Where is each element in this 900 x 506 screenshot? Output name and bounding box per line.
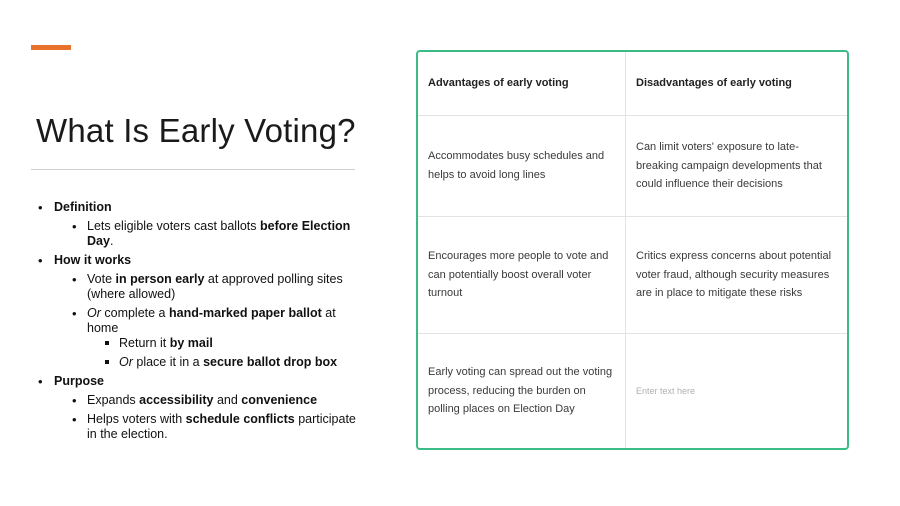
table-cell-empty[interactable]	[626, 334, 848, 448]
table-row	[418, 216, 847, 333]
bullet-item: • Expands accessibility and convenience	[72, 393, 356, 408]
bullet-head: • Purpose	[54, 374, 105, 388]
sub-bullet-item: Or place it in a secure ballot drop box	[103, 355, 356, 370]
table-cell[interactable]: Encourages more people to vote and can potentially boost overall voter turnout	[418, 216, 626, 333]
bullet-item: • Lets eligible voters cast ballots before Election Day.	[72, 219, 356, 249]
bullet-how-it-works	[36, 253, 356, 370]
bullet-item: • Or complete a hand-marked paper ballot at home Return it by mail Or place it in a secure ballot drop box	[72, 306, 356, 370]
comparison-table	[416, 50, 849, 450]
cell-placeholder-text: Enter text here	[636, 385, 696, 396]
bullet-list	[36, 200, 356, 446]
bullet-definition	[36, 200, 356, 249]
table-row	[418, 116, 847, 216]
table-header-row	[418, 52, 847, 116]
table-header-advantages: Advantages of early voting	[418, 52, 626, 116]
table-cell[interactable]: Early voting can spread out the voting process, reducing the burden on polling places on Election Day	[418, 334, 626, 448]
bullet-head: • How it works	[54, 253, 132, 267]
table-cell[interactable]: Can limit voters' exposure to late-breaking campaign developments that could influence their decisions	[626, 116, 848, 216]
slide-title: What Is Early Voting?	[36, 112, 356, 149]
bullet-purpose	[36, 374, 356, 442]
accent-bar	[31, 45, 71, 50]
bullet-item: • Vote in person early at approved polling sites (where allowed)	[72, 272, 356, 302]
bullet-item: • Helps voters with schedule conflicts participate in the election.	[72, 412, 356, 442]
title-divider	[31, 169, 355, 170]
bullet-head: • Definition	[54, 200, 112, 214]
table-row	[418, 334, 847, 448]
table-cell[interactable]: Critics express concerns about potential voter fraud, although security measures are in place to mitigate these risks	[626, 216, 848, 333]
table-header-disadvantages: Disadvantages of early voting	[626, 52, 848, 116]
table-cell[interactable]: Accommodates busy schedules and helps to avoid long lines	[418, 116, 626, 216]
sub-bullet-item: Return it by mail	[103, 336, 356, 351]
